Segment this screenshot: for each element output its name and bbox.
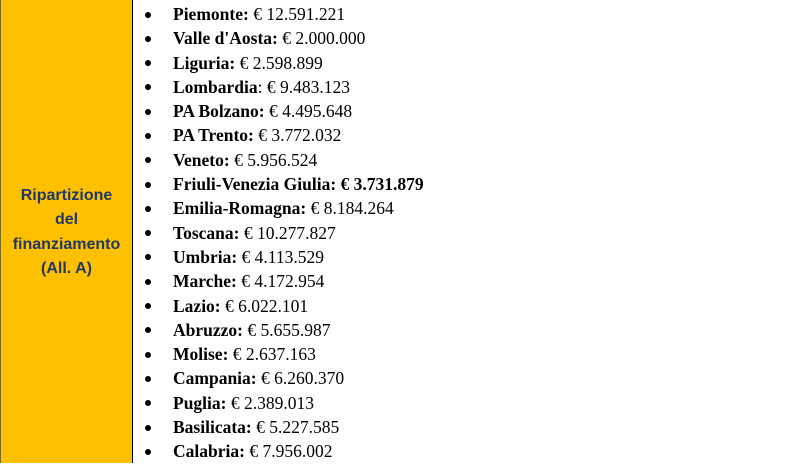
row-label-line: (All. A) <box>41 260 92 277</box>
list-item <box>133 221 424 245</box>
region-name: Valle d'Aosta: <box>173 28 278 49</box>
list-item <box>133 148 424 172</box>
region-name: Marche: <box>173 271 237 292</box>
list-item <box>133 172 424 196</box>
list-item <box>133 75 424 99</box>
region-name: Piemonte: <box>173 4 249 24</box>
list-item <box>133 391 424 415</box>
region-name: Basilicata: <box>173 417 252 438</box>
list-item <box>133 294 424 318</box>
row-label-line: finanziamento <box>12 235 121 253</box>
region-name: Abruzzo: <box>173 319 243 340</box>
region-amount: € 3.772.032 <box>258 125 342 146</box>
row-label-line: Ripartizione <box>20 186 113 204</box>
list-item <box>133 342 424 366</box>
region-name: Lombardia <box>173 76 258 97</box>
region-amount: € 2.598.899 <box>239 52 323 73</box>
region-amount: € 4.172.954 <box>241 271 325 292</box>
region-amount: € 4.113.529 <box>241 246 325 267</box>
list-item <box>133 2 424 26</box>
region-name: Molise: <box>173 344 229 365</box>
region-name: Friuli-Venezia Giulia: <box>173 174 337 195</box>
region-name: Liguria: <box>173 52 236 73</box>
region-amount: € 7.956.002 <box>249 441 333 462</box>
region-amount: € 2.637.163 <box>232 344 316 365</box>
row-label-line: del <box>54 211 79 228</box>
region-amount: € 10.277.827 <box>243 222 336 243</box>
region-amount: € 3.731.879 <box>340 174 424 195</box>
region-name: PA Bolzano: <box>173 101 265 122</box>
region-amount: € 6.260.370 <box>261 368 345 389</box>
list-item <box>133 415 424 439</box>
list-item <box>133 318 424 342</box>
region-name: Lazio: <box>173 295 221 316</box>
region-name: Veneto: <box>173 149 230 170</box>
list-item <box>133 26 424 50</box>
row-label <box>13 184 121 282</box>
region-name: Calabria: <box>173 441 245 462</box>
list-item <box>133 439 424 463</box>
region-amount: € 2.389.013 <box>230 392 314 413</box>
region-name: Campania: <box>173 368 257 389</box>
regions-cell <box>133 0 807 463</box>
list-item <box>133 269 424 293</box>
region-amount: € 5.227.585 <box>256 417 340 438</box>
region-amount: € 12.591.221 <box>253 4 346 24</box>
region-name: Toscana: <box>173 222 240 243</box>
list-item <box>133 366 424 390</box>
label-cell <box>0 0 133 463</box>
region-amount: € 2.000.000 <box>282 28 366 49</box>
region-amount: € 6.022.101 <box>225 295 309 316</box>
region-amount: : € 9.483.123 <box>257 76 350 97</box>
region-amount: € 5.956.524 <box>234 149 318 170</box>
region-name: Puglia: <box>173 392 227 413</box>
list-item <box>133 123 424 147</box>
list-item <box>133 196 424 220</box>
region-name: Umbria: <box>173 246 238 267</box>
list-item <box>133 51 424 75</box>
region-list <box>133 2 424 464</box>
region-name: PA Trento: <box>173 125 254 146</box>
list-item <box>133 245 424 269</box>
region-amount: € 8.184.264 <box>310 198 394 219</box>
region-name: Emilia-Romagna: <box>173 198 307 219</box>
list-item <box>133 99 424 123</box>
region-amount: € 5.655.987 <box>247 319 331 340</box>
region-amount: € 4.495.648 <box>268 101 353 122</box>
